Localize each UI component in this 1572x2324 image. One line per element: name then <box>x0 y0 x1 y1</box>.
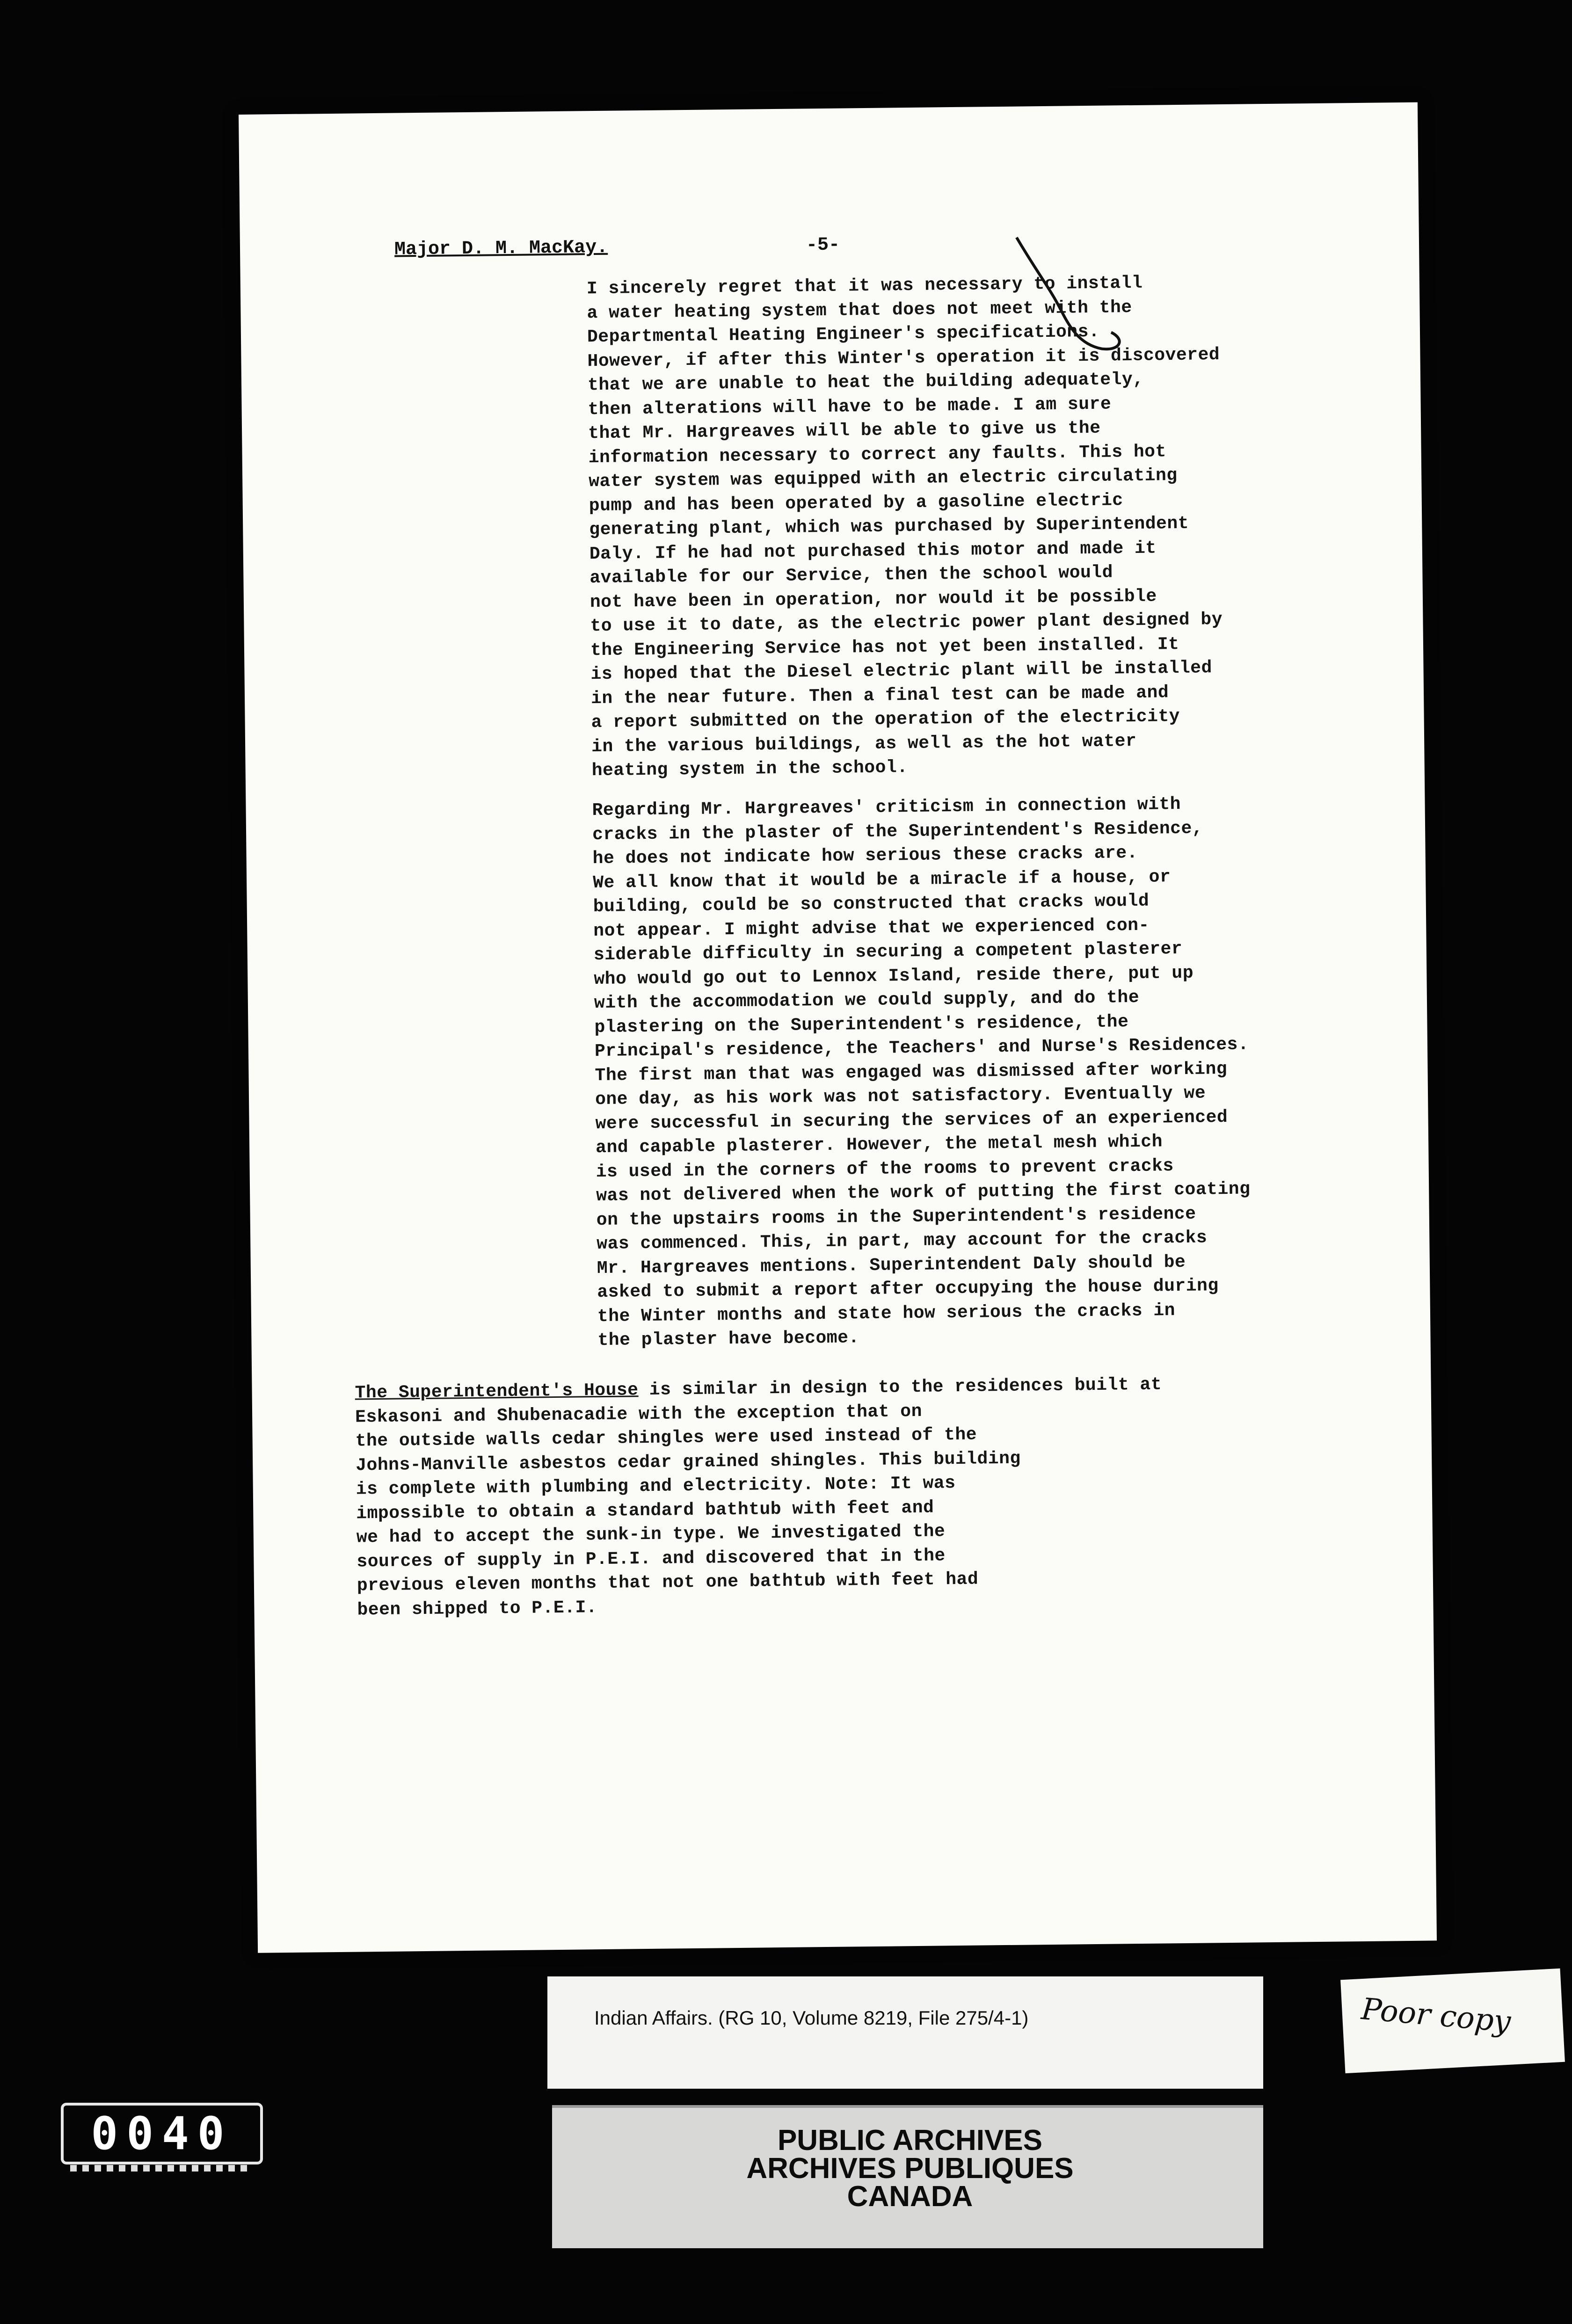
section-lead: The Superintendent's House <box>355 1380 639 1403</box>
handwritten-note: Poor copy <box>1360 1992 1512 2040</box>
letter-header <box>394 234 840 261</box>
document-page <box>239 102 1437 1953</box>
handwritten-note-card <box>1340 1968 1565 2073</box>
archive-reference: Indian Affairs. (RG 10, Volume 8219, File 275/4-1) <box>594 2007 1029 2029</box>
stamp-line-2: ARCHIVES PUBLIQUES <box>746 2152 1074 2185</box>
paragraph-superintendent-house <box>355 1370 1424 1622</box>
archives-stamp <box>552 2105 1263 2248</box>
frame-number: 0040 <box>91 2107 233 2160</box>
archive-label-card <box>547 1976 1263 2089</box>
frame-counter <box>61 2103 263 2164</box>
addressee: Major D. M. MacKay. <box>394 237 608 261</box>
stamp-line-3: CANADA <box>847 2180 973 2213</box>
section-text: is similar in design to the residences built at Eskasoni and Shubenacadie with the exception that on the outside walls cedar shingles were used instead of the Johns-Manville asbestos cedar grained shingles. This building is complete with plumbing and electricity. Note: It was impossible to obtain a standard bathtub with feet and we had to accept the sunk-in type. We investigated the sources of supply in P.E.I. and discovered that in the previous eleven months that not one bathtub with feet had been shipped to P.E.I. <box>355 1374 1162 1620</box>
paragraph-heating-system: I sincerely regret that it was necessary to install a water heating system that does not meet with the Departmental Heating Engineer's specifications. However, if after this Winter's operation it is discovered that we are unable to heat the building adequately, then alterations will have to be made. I am sure that Mr. Hargreaves will be able to give us the information necessary to correct any faults. This hot water system was equipped with an electric circulating pump and has been operated by a gasoline electric generating plant, which was purchased by Superintendent Daly. If he had not purchased this motor and made it available for our Service, then the school would not have been in operation, nor would it be possible to use it to date, as the electric power plant designed by the Engineering Service has not yet been installed. It is hoped that the Diesel electric plant will be installed in the near future. Then a final test can be made and a report submitted on the operation of the electricity in the various buildings, as well as the hot water heating system in the school. <box>586 273 1223 781</box>
page-number: -5- <box>806 234 840 256</box>
film-sprocket-holes <box>70 2165 248 2171</box>
stamp-line-1: PUBLIC ARCHIVES <box>777 2124 1043 2157</box>
paragraph-plaster-cracks: Regarding Mr. Hargreaves' criticism in connection with cracks in the plaster of the Superintendent's Residence, he does not indicate how serious these cracks are. We all know that it would be a miracle if a house, or building, could be so constructed that cracks would not appear. I might advise that we experienced con- siderable difficulty in securing a competent plasterer who would go out to Lennox Island, reside there, put up with the accommodation we could supply, and do the plastering on the Superintendent's residence, the Principal's residence, the Teachers' and Nurse's Residences. The first man that was engaged was dismissed after working one day, as his work was not satisfactory. Eventually we were successful in securing the services of an experienced and capable plasterer. However, the metal mesh which is used in the corners of the rooms to prevent cracks was not delivered when the work of putting the first coating on the upstairs rooms in the Superintendent's residence was commenced. This, in part, may account for the cracks Mr. Hargreaves mentions. Superintendent Daly should be asked to submit a report after occupying the house during the Winter months and state how serious the cracks in the plaster have become. <box>592 794 1251 1351</box>
